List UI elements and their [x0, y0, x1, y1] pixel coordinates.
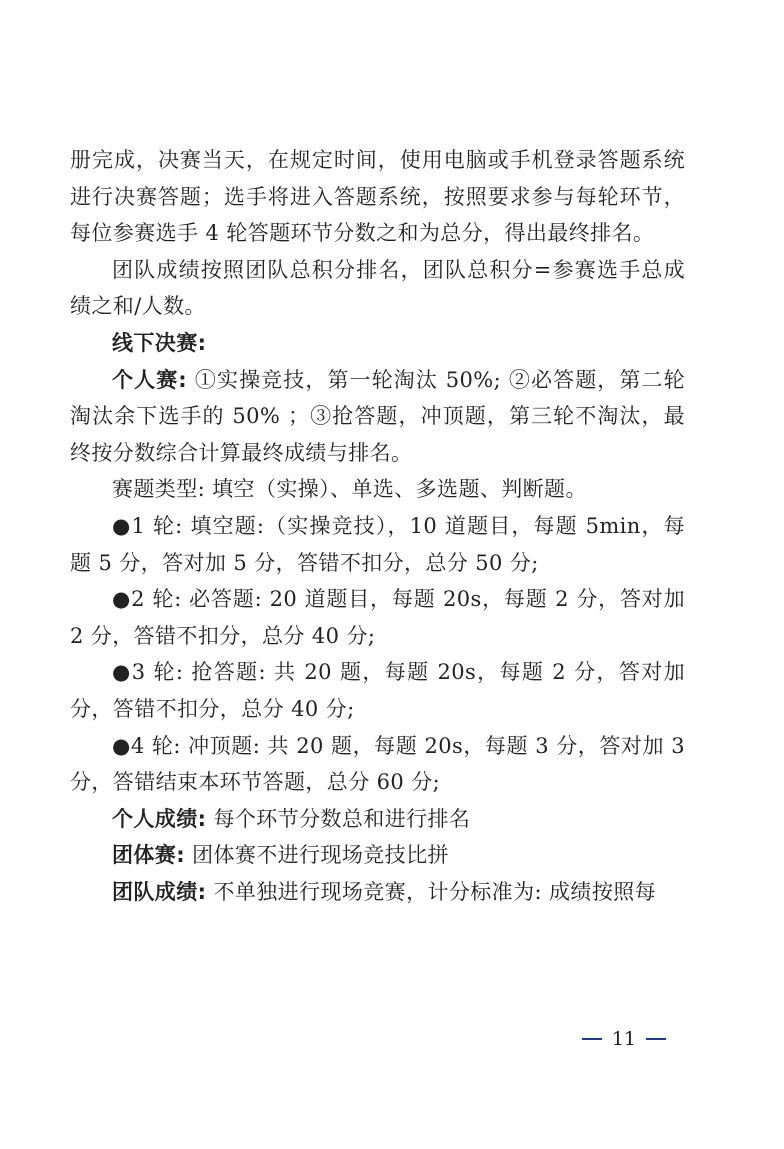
heading-offline-final	[70, 325, 685, 362]
paragraph-question-types: 赛题类型: 填空（实操）、单选、多选题、判断题。	[112, 477, 587, 502]
page-footer	[582, 1028, 666, 1050]
footer-dash-right	[646, 1038, 666, 1040]
label-individual-competition: 个人赛:	[112, 367, 188, 392]
heading-offline-final-label: 线下决赛:	[112, 330, 207, 355]
label-individual-score: 个人成绩:	[112, 806, 207, 831]
text-team-competition: 团体赛不进行现场竞技比拼	[185, 843, 449, 868]
paragraph-round-4: ●4 轮: 冲顶题: 共 20 题，每题 20s，每题 3 分，答对加 3 分，答错结束本环节答题，总分 60 分;	[70, 733, 685, 795]
paragraph-team-competition	[70, 837, 685, 874]
body-text	[70, 142, 685, 910]
label-team-result: 团队成绩:	[112, 879, 207, 904]
text-team-result: 不单独进行现场竞赛，计分标准为: 成绩按照每	[206, 879, 657, 904]
paragraph-individual-competition	[70, 362, 685, 472]
text-individual-score: 每个环节分数总和进行排名	[206, 806, 471, 831]
paragraph-team-result	[70, 874, 685, 911]
paragraph-round-2: ●2 轮: 必答题: 20 道题目，每题 20s，每题 2 分，答对加 2 分，答错不扣分，总分 40 分;	[70, 587, 685, 648]
paragraph-individual-score	[70, 801, 685, 838]
page-number: 11	[611, 1028, 636, 1050]
paragraph-final-round-process: 册完成，决赛当天，在规定时间，使用电脑或手机登录答题系统进行决赛答题；选手将进入答题系统，按照要求参与每轮环节，每位参赛选手 4 轮答题环节分数之和为总分，得出最终排名。	[70, 148, 685, 246]
paragraph-round-1: ●1 轮: 填空题:（实操竞技），10 道题目，每题 5min，每题 5 分，答对加 5 分，答错不扣分，总分 50 分;	[70, 513, 685, 575]
label-team-competition: 团体赛:	[112, 843, 185, 868]
text-individual-competition: ①实操竞技，第一轮淘汰 50%; ②必答题，第二轮淘汰余下选手的 50% ；③抢答题，冲顶题，第三轮不淘汰，最终按分数综合计算最终成绩与排名。	[70, 367, 685, 465]
paragraph-round-3: ●3 轮: 抢答题: 共 20 题，每题 20s，每题 2 分，答对加分，答错不扣分，总分 40 分;	[70, 660, 685, 721]
footer-dash-left	[582, 1038, 602, 1040]
paragraph-team-score: 团队成绩按照团队总积分排名，团队总积分=参赛选手总成绩之和/人数。	[70, 257, 685, 319]
